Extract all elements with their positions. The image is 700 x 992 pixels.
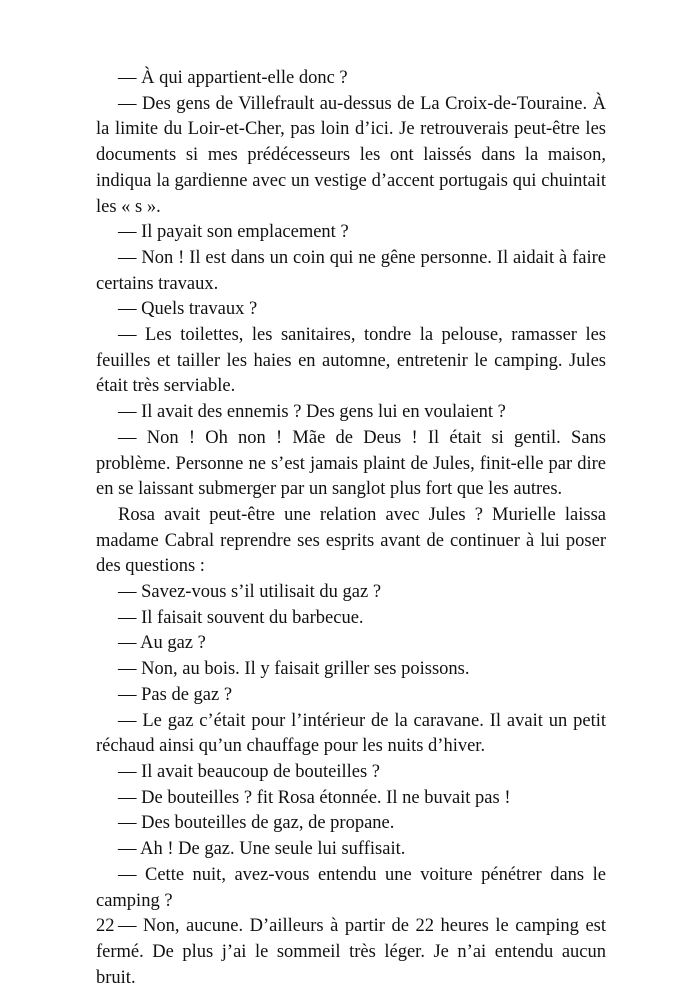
paragraph-7: — Il avait des ennemis ? Des gens lui en voulaient ? [118,402,506,423]
paragraph-13: — Non, au bois. Il y faisait griller ses poissons. [118,659,470,680]
paragraph-8: — Non ! Oh non ! Mãe de Deus ! Il était si gentil. Sans problème. Personne ne s’est jamais plaint de Jules, finit-elle par dire en se laissant submerger par un sanglot plus fort que les autres. [96,427,606,500]
paragraph-9: Rosa avait peut-être une relation avec Jules ? Murielle laissa madame Cabral reprendre ses esprits avant de continuer à lui poser des questions : [96,504,606,577]
paragraph-16: — Il avait beaucoup de bouteilles ? [118,761,380,782]
page-number: 22 [96,916,115,936]
paragraph-11: — Il faisait souvent du barbecue. [118,607,364,628]
paragraph-5: — Quels travaux ? [118,299,258,320]
paragraph-2: — Des gens de Villefrault au-dessus de La Croix-de-Touraine. À la limite du Loir-et-Cher, pas loin d’ici. Je retrouverais peut-être les documents si mes prédécesseurs les ont laissés dans la maison, indiqua la gardienne avec un vestige d’accent portugais qui chuintait les « s ». [96,93,606,217]
paragraph-1: — À qui appartient-elle donc ? [118,68,348,88]
page-body [96,66,606,991]
paragraph-20: — Cette nuit, avez-vous entendu une voiture pénétrer dans le camping ? [96,864,606,911]
paragraph-14: — Pas de gaz ? [118,684,233,705]
paragraph-21: — Non, aucune. D’ailleurs à partir de 22 heures le camping est fermé. De plus j’ai le sommeil très léger. Je n’ai entendu aucun bruit. [96,916,606,988]
paragraph-19: — Ah ! De gaz. Une seule lui suffisait. [118,839,406,860]
paragraph-18: — Des bouteilles de gaz, de propane. [118,813,395,834]
paragraph-6: — Les toilettes, les sanitaires, tondre la pelouse, ramasser les feuilles et tailler les haies en automne, entretenir le camping. Jules était très serviable. [96,325,606,397]
paragraph-4: — Non ! Il est dans un coin qui ne gêne personne. Il aidait à faire certains travaux. [96,247,606,294]
paragraph-15: — Le gaz c’était pour l’intérieur de la caravane. Il avait un petit réchaud ainsi qu’un chauffage pour les nuits d’hiver. [96,710,606,757]
paragraph-17: — De bouteilles ? fit Rosa étonnée. Il ne buvait pas ! [118,787,511,808]
paragraph-3: — Il payait son emplacement ? [118,222,349,243]
paragraph-10: — Savez-vous s’il utilisait du gaz ? [118,582,382,603]
paragraph-12: — Au gaz ? [118,633,206,654]
